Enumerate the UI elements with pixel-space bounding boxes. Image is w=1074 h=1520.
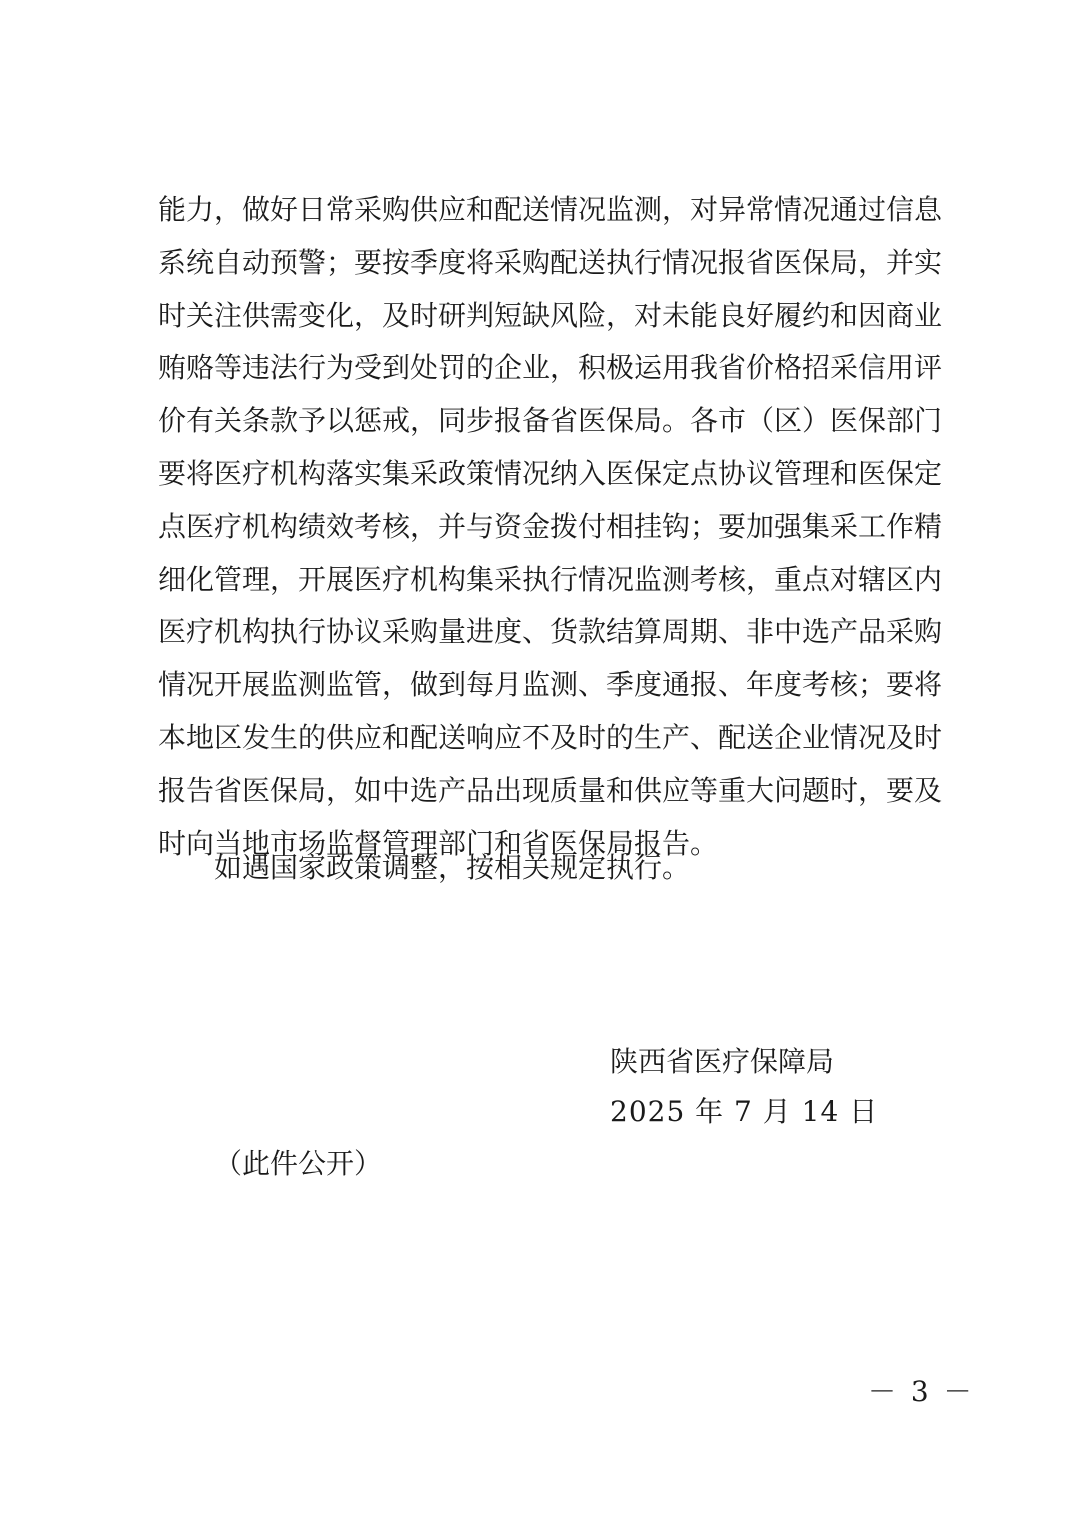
- text-line: 要将医疗机构落实集采政策情况纳入医保定点协议管理和医保定: [158, 456, 943, 490]
- text-line: 系统自动预警；要按季度将采购配送执行情况报省医保局，并实: [158, 245, 943, 279]
- body-paragraph: [158, 184, 942, 870]
- text-line: 时关注供需变化，及时研判短缺风险，对未能良好履约和因商业: [158, 298, 943, 332]
- text-line: 报告省医保局，如中选产品出现质量和供应等重大问题时，要及: [158, 773, 943, 807]
- text-line: 时向当地市场监督管理部门和省医保局报告。: [158, 826, 719, 860]
- text-line: 细化管理，开展医疗机构集采执行情况监测考核，重点对辖区内: [158, 562, 943, 596]
- policy-adjustment-paragraph: 如遇国家政策调整，按相关规定执行。: [214, 851, 691, 884]
- text-line: 贿赂等违法行为受到处罚的企业，积极运用我省价格招采信用评: [158, 351, 943, 385]
- text-line: 能力，做好日常采购供应和配送情况监测，对异常情况通过信息: [158, 193, 943, 226]
- page-number: － 3 －: [868, 1375, 975, 1408]
- public-disclosure-note: （此件公开）: [214, 1147, 383, 1180]
- text-line: 本地区发生的供应和配送响应不及时的生产、配送企业情况及时: [158, 720, 943, 754]
- signature-organization: 陕西省医疗保障局: [610, 1045, 835, 1078]
- text-line: 点医疗机构绩效考核，并与资金拨付相挂钩；要加强集采工作精: [158, 509, 943, 543]
- text-line: 医疗机构执行协议采购量进度、货款结算周期、非中选产品采购: [158, 615, 943, 649]
- text-line: 价有关条款予以惩戒，同步报备省医保局。各市（区）医保部门: [158, 404, 943, 438]
- signature-date: 2025 年 7 月 14 日: [610, 1095, 879, 1128]
- text-line: 情况开展监测监管，做到每月监测、季度通报、年度考核；要将: [158, 668, 943, 702]
